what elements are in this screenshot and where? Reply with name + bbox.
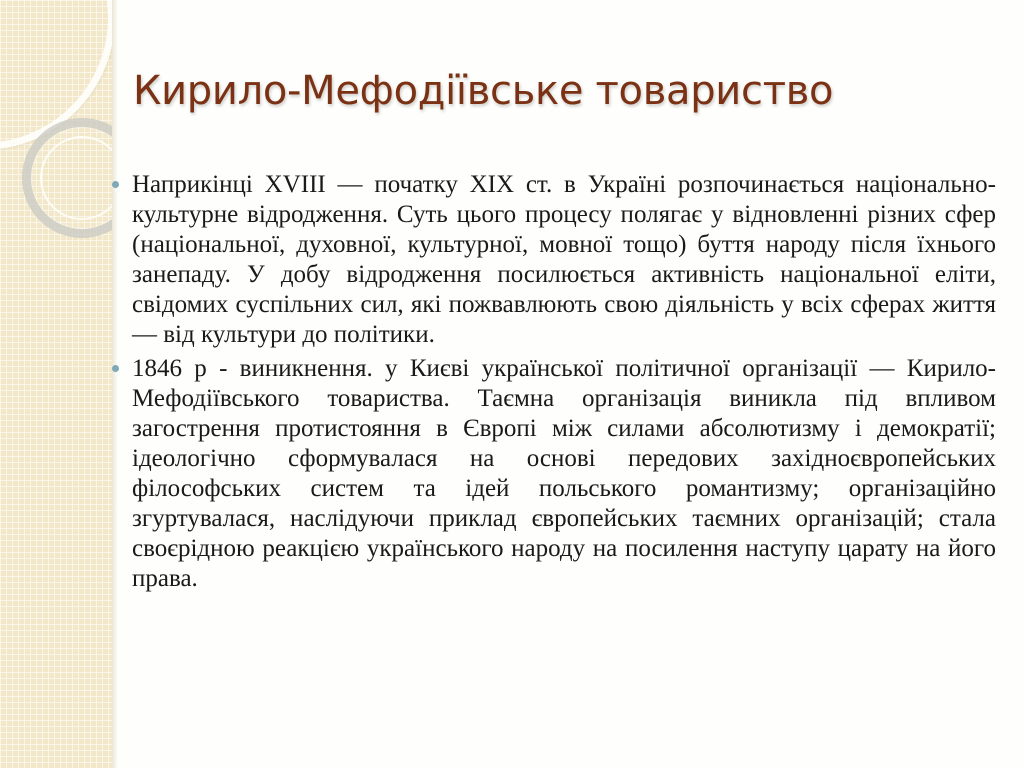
- bullet-item: [112, 354, 996, 594]
- decorative-side-panel: [0, 0, 112, 768]
- bullet-dot-icon: [112, 365, 119, 372]
- bullet-list: [112, 170, 996, 598]
- bullet-item: [112, 170, 996, 350]
- bullet-text: 1846 р - виникнення. у Києві української політичної організації — Кирило-Мефодіївського товариства. Таємна організація виникла під впливом загострення протистояння в Європі між силами абсолютизму і демократії; ідеологічно сформувалася на основі передових західноєвропейських філософських систем та ідей польського романтизму; організаційно згуртувалася, наслідуючи приклад європейських таємних організацій; стала своєрідною реакцією українського народу на посилення наступу царату на його права.: [132, 355, 996, 592]
- bullet-dot-icon: [112, 181, 119, 188]
- slide-title: Кирило-Мефодіївське товариство: [133, 68, 834, 114]
- bullet-text: Наприкінці XVIII — початку XIX ст. в Україні розпочинається національно-культурне відродження. Суть цього процесу полягає у відновленні різних сфер (національної, духовної, культурної, мовної тощо) буття народу після їхнього занепаду. У добу відродження посилюється активність національної еліти, свідомих суспільних сил, які пожвавлюють свою діяльність у всіх сферах життя — від культури до політики.: [132, 171, 996, 348]
